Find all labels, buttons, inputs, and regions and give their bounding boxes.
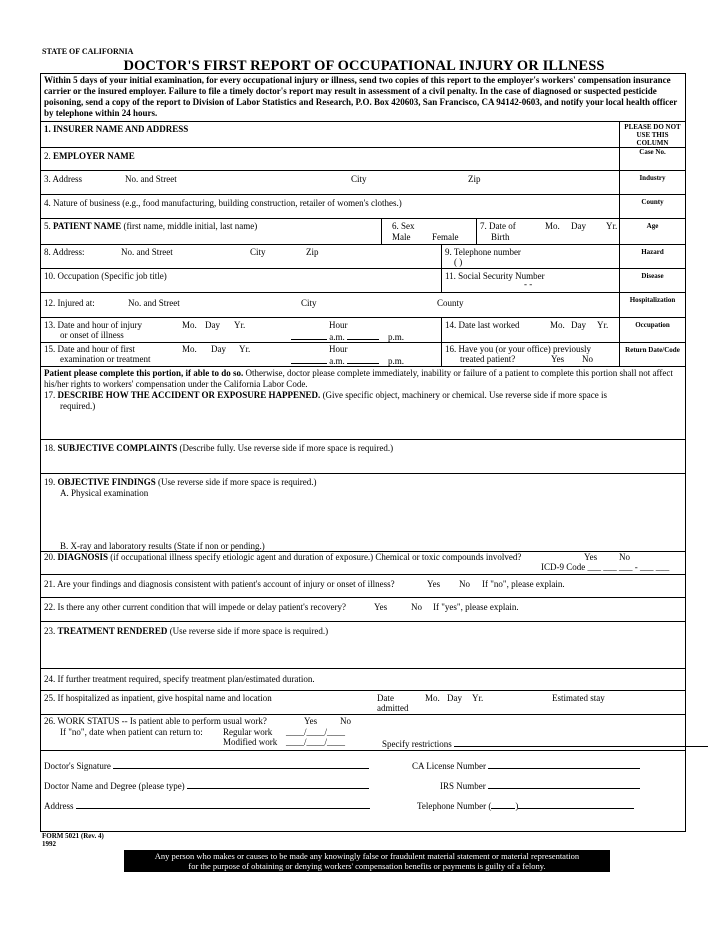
patient-address-cell [41, 245, 441, 268]
field-number: 18. [44, 443, 58, 453]
exam-year[interactable]: Yr. [239, 344, 251, 354]
field-hint: (Give specific object, machinery or chemical. Use reverse side if more space is [320, 390, 607, 400]
blank-line [187, 779, 369, 789]
exam-am-field[interactable] [291, 354, 404, 367]
employer-name-field[interactable] [44, 151, 135, 162]
field-label: TREATMENT RENDERED [57, 626, 168, 636]
field-label: DIAGNOSIS [57, 552, 109, 562]
hospitalization-box: Hospitalization [619, 293, 685, 317]
address-label: Address [44, 801, 74, 811]
last-worked-year[interactable]: Yr. [597, 320, 609, 330]
consistent-no-option[interactable]: No [459, 579, 470, 589]
telephone-field[interactable]: 9. Telephone number [445, 247, 521, 257]
injury-month[interactable]: Mo. [182, 320, 197, 330]
exam-date-cell [41, 343, 441, 366]
patient-note-bold: Patient please complete this portion, if able to do so. [44, 368, 244, 378]
license-label: CA License Number [412, 761, 486, 771]
treated-patient-label: treated patient? [460, 354, 516, 364]
question-17 [44, 390, 682, 401]
sex-cell [381, 219, 476, 244]
injury-day[interactable]: Day [205, 320, 220, 330]
birth-date-label: 7. Date of [480, 221, 516, 231]
field-number: 2. [44, 151, 53, 161]
last-worked-field[interactable]: 14. Date last worked [445, 320, 520, 330]
treatment-rendered-field[interactable] [41, 622, 685, 669]
field-number: 5. [44, 221, 53, 231]
nature-of-business-field[interactable]: 4. Nature of business (e.g., food manufacturing, building construction, retailer of women's clothes.) [44, 198, 402, 208]
report-form [40, 73, 686, 832]
pm-label: p.m. [388, 356, 405, 366]
occupation-code-box: Occupation [619, 318, 685, 342]
employer-address-row [41, 171, 685, 195]
exam-date-label-2: examination or treatment [60, 354, 151, 364]
diagnosis-field[interactable] [41, 552, 685, 575]
ssn-dashes: - - [524, 279, 533, 289]
industry-box: Industry [619, 171, 685, 194]
form-number [42, 832, 104, 848]
street-label: No. and Street [128, 298, 180, 308]
impeding-no-option[interactable]: No [411, 602, 422, 612]
state-label: STATE OF CALIFORNIA [42, 47, 134, 56]
injury-hour-label: Hour [329, 320, 348, 330]
exam-hour-label: Hour [329, 344, 348, 354]
blank-line [291, 354, 327, 364]
consistent-explain-label: If "no", please explain. [482, 579, 565, 589]
patient-address-field[interactable]: 8. Address: [44, 247, 85, 257]
office-use-header: PLEASE DO NOT USE THIS COLUMN [619, 122, 685, 147]
patient-address-row [41, 245, 685, 269]
restrictions-label: Specify restrictions [382, 739, 452, 749]
treated-no-option[interactable]: No [582, 354, 593, 364]
blank-line [491, 799, 515, 809]
blank-line [76, 799, 370, 809]
form-revision: FORM 5021 (Rev. 4) [42, 832, 104, 840]
consistency-question: 21. Are your findings and diagnosis consistent with patient's account of injury or onset of illness? [44, 579, 395, 589]
impeding-condition-row [41, 598, 685, 622]
telephone-cell [441, 245, 619, 268]
birth-day[interactable]: Day [571, 221, 586, 231]
treated-yes-option[interactable]: Yes [551, 354, 565, 364]
fraud-warning-line-2: for the purpose of obtaining or denying workers' compensation benefits or payments is guilty of a felony. [188, 861, 546, 871]
admitted-year[interactable]: Yr. [472, 693, 484, 703]
chemical-yes-option[interactable]: Yes [584, 552, 598, 562]
xray-lab-label: B. X-ray and laboratory results (State if non or pending.) [60, 541, 265, 551]
regular-work-label: Regular work [223, 727, 273, 737]
field-hint: (Use reverse side if more space is required.) [155, 477, 317, 487]
field-label: OBJECTIVE FINDINGS [57, 477, 156, 487]
treatment-plan-field[interactable]: 24. If further treatment required, specify treatment plan/estimated duration. [41, 669, 685, 691]
employer-address-field[interactable]: 3. Address [44, 174, 82, 184]
zip-label: Zip [468, 174, 481, 184]
field-label: EMPLOYER NAME [53, 151, 135, 161]
street-label: No. and Street [125, 174, 177, 184]
birth-date-cell [476, 219, 619, 244]
chemical-no-option[interactable]: No [619, 552, 630, 562]
sex-label: 6. Sex [392, 221, 415, 231]
hospitalization-row [41, 691, 685, 715]
telephone-label: Telephone Number ( [417, 801, 492, 811]
age-box: Age [619, 219, 685, 244]
blank-line [488, 779, 640, 789]
county-box: County [619, 195, 685, 218]
restrictions-field[interactable] [382, 737, 708, 750]
instructions: Within 5 days of your initial examination, for every occupational injury or illness, send two copies of this report to the employer's workers' compensation insurance carrier or the insured employer. Failure to file a timely doctor's report may result in assessment of a civil penalty. In the case of diagnosed or suspected pesticide poisoning, send a copy of the report to Division of Labor Statistics and Research, P.O. Box 420603, San Francisco, CA 94142-0603, and notify your local health officer by telephone within 24 hours. [41, 74, 685, 122]
occupation-field[interactable]: 10. Occupation (Specific job title) [44, 271, 167, 281]
patient-name-cell [41, 219, 381, 244]
injury-date-row [41, 318, 685, 343]
field-number: 23. [44, 626, 58, 636]
question-19 [44, 477, 682, 488]
doctor-address-field[interactable] [44, 799, 370, 812]
physical-exam-label: A. Physical examination [60, 488, 149, 498]
case-no-box: Case No. [619, 148, 685, 170]
injury-date-cell [41, 318, 441, 342]
accident-description-field[interactable] [41, 367, 685, 440]
impeding-yes-option[interactable]: Yes [374, 602, 388, 612]
consistent-yes-option[interactable]: Yes [427, 579, 441, 589]
field-label: PATIENT NAME [53, 221, 122, 231]
city-label: City [250, 247, 266, 257]
irs-number-field[interactable] [440, 779, 640, 792]
city-label: City [301, 298, 317, 308]
field-hint: (if occupational illness specify etiologic agent and duration of exposure.) Chemical or toxic compounds involved? [108, 552, 522, 562]
field-label: SUBJECTIVE COMPLAINTS [57, 443, 178, 453]
name-degree-label: Doctor Name and Degree (please type) [44, 781, 185, 791]
injury-am-field[interactable] [291, 330, 404, 343]
patient-row [41, 219, 685, 245]
blank-line [347, 354, 379, 364]
irs-label: IRS Number [440, 781, 486, 791]
city-label: City [351, 174, 367, 184]
question-17-hint-cont: required.) [60, 401, 96, 411]
field-number: 17. [44, 390, 58, 400]
admitted-label: admitted [377, 703, 409, 713]
field-number: 20. [44, 552, 58, 562]
zip-label: Zip [306, 247, 319, 257]
work-status-question: 26. WORK STATUS -- Is patient able to perform usual work? [44, 716, 267, 726]
hazard-box: Hazard [619, 245, 685, 268]
objective-findings-field[interactable] [41, 474, 685, 552]
question-20 [44, 552, 521, 563]
ssn-field[interactable]: 11. Social Security Number [445, 271, 545, 281]
signature-block [41, 751, 685, 831]
work-status-no-option[interactable]: No [340, 716, 351, 726]
form-year: 1992 [42, 840, 56, 848]
area-code-parens: ( ) [454, 257, 463, 267]
previously-treated-cell [441, 343, 619, 366]
employer-row [41, 148, 685, 171]
insurer-row [41, 122, 685, 148]
exam-month[interactable]: Mo. [182, 344, 197, 354]
am-label: a.m. [329, 332, 345, 342]
patient-note [44, 368, 682, 390]
blank-line [291, 330, 327, 340]
doctor-telephone-field[interactable] [417, 799, 634, 812]
consistency-row [41, 575, 685, 598]
regular-work-date[interactable]: ____/____/____ [286, 727, 346, 737]
work-status-row [41, 715, 685, 751]
birth-label: Birth [491, 232, 510, 242]
ssn-cell [441, 269, 619, 292]
field-hint: (Describe fully. Use reverse side if more space is required.) [177, 443, 394, 453]
sex-male-option[interactable]: Male [392, 232, 411, 242]
last-worked-month[interactable]: Mo. [550, 320, 565, 330]
pm-label: p.m. [388, 332, 405, 342]
blank-line [113, 759, 369, 769]
admitted-month[interactable]: Mo. [425, 693, 440, 703]
paren-close: ) [515, 801, 519, 811]
modified-work-label: Modified work [223, 737, 278, 747]
county-label: County [437, 298, 464, 308]
estimated-stay-field[interactable]: Estimated stay [552, 693, 605, 703]
exam-day[interactable]: Day [211, 344, 226, 354]
street-label: No. and Street [121, 247, 173, 257]
field-label: DESCRIBE HOW THE ACCIDENT OR EXPOSURE HAPPENED. [57, 390, 321, 400]
work-status-yes-option[interactable]: Yes [304, 716, 318, 726]
return-date-box: Return Date/Code [619, 343, 685, 366]
insurer-name-field[interactable]: 1. INSURER NAME AND ADDRESS [44, 124, 189, 134]
occupation-cell [41, 269, 441, 292]
form-title: DOCTOR'S FIRST REPORT OF OCCUPATIONAL INJURY OR ILLNESS [123, 58, 605, 74]
modified-work-date[interactable]: ____/____/____ [286, 737, 346, 747]
fraud-warning [124, 850, 610, 872]
signature-label: Doctor's Signature [44, 761, 111, 771]
patient-name-field[interactable] [44, 221, 257, 232]
doctor-name-field[interactable] [44, 779, 369, 792]
admitted-date-label: Date [377, 693, 394, 703]
exam-date-field[interactable]: 15. Date and hour of first [44, 344, 135, 354]
business-row [41, 195, 685, 219]
exam-date-row [41, 343, 685, 367]
disease-box: Disease [619, 269, 685, 292]
blank-line [488, 759, 640, 769]
patient-note-text: Otherwise, doctor please complete immediately, inability or failure of a patient to complete this portion shall not affect his/her rights to workers' compensation under the California Labor Code. [44, 368, 673, 389]
hospital-name-field[interactable]: 25. If hospitalized as inpatient, give hospital name and location [44, 693, 272, 703]
ca-license-field[interactable] [412, 759, 640, 772]
sex-female-option[interactable]: Female [432, 232, 459, 242]
icd9-code-field[interactable]: ICD-9 Code ___ ___ ___ - ___ ___ [541, 562, 670, 572]
impeding-explain-label: If "yes", please explain. [433, 602, 519, 612]
occupation-row [41, 269, 685, 293]
injury-location-row [41, 293, 685, 318]
am-label: a.m. [329, 356, 345, 366]
blank-line [454, 737, 708, 747]
blank-line [518, 799, 634, 809]
subjective-complaints-field[interactable] [41, 440, 685, 474]
doctor-signature-field[interactable] [44, 759, 369, 772]
previously-treated-field: 16. Have you (or your office) previously [445, 344, 592, 354]
injured-at-field[interactable]: 12. Injured at: [44, 298, 95, 308]
birth-month[interactable]: Mo. [545, 221, 560, 231]
injury-year[interactable]: Yr. [234, 320, 246, 330]
injury-date-label-2: or onset of illness [60, 330, 124, 340]
field-hint: (first name, middle initial, last name) [121, 221, 258, 231]
birth-year[interactable]: Yr. [606, 221, 618, 231]
fraud-warning-line-1: Any person who makes or causes to be made any knowingly false or fraudulent material statement or material representation [154, 851, 580, 861]
last-worked-cell [441, 318, 619, 342]
field-hint: (Use reverse side if more space is required.) [167, 626, 329, 636]
impeding-condition-question: 22. Is there any other current condition that will impede or delay patient's recovery? [44, 602, 347, 612]
injury-date-field[interactable]: 13. Date and hour of injury [44, 320, 142, 330]
last-worked-day[interactable]: Day [571, 320, 586, 330]
return-date-question: If "no", date when patient can return to: [60, 727, 203, 737]
admitted-day[interactable]: Day [447, 693, 462, 703]
blank-line [347, 330, 379, 340]
field-number: 19. [44, 477, 58, 487]
